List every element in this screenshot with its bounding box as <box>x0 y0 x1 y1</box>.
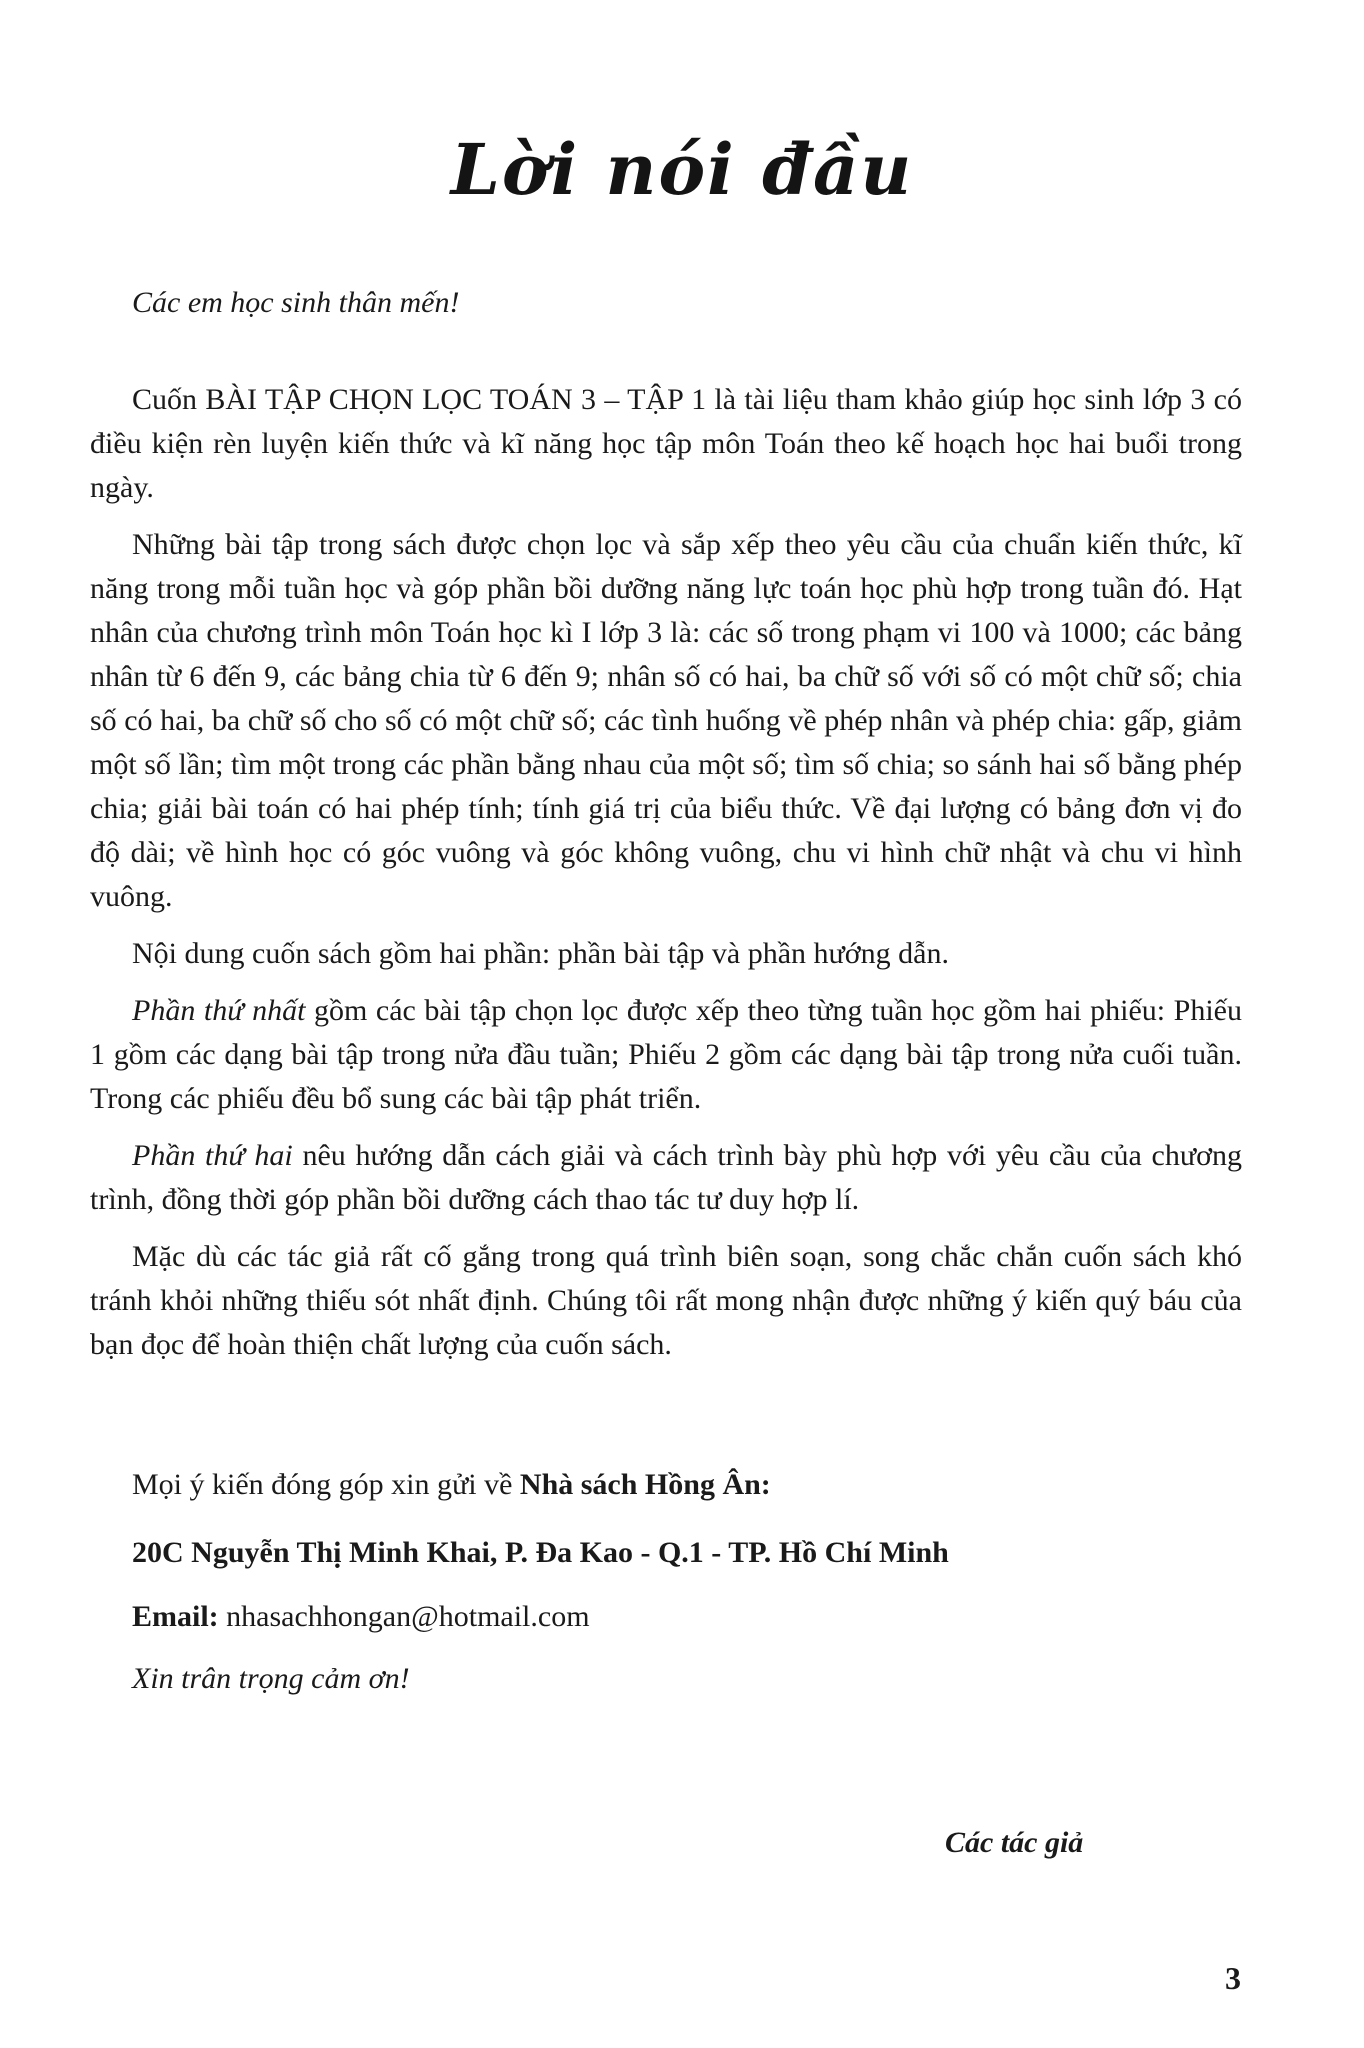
thanks-line: Xin trân trọng cảm ơn! <box>132 1662 410 1695</box>
preface-body <box>90 378 1242 1380</box>
paragraph-structure: Nội dung cuốn sách gồm hai phần: phần bài tập và phần hướng dẫn. <box>132 937 949 970</box>
page-title: Lời nói đầu <box>450 128 914 211</box>
contact-intro-line <box>132 1468 771 1502</box>
contact-intro: Mọi ý kiến đóng góp xin gửi về <box>132 1468 520 1501</box>
signature: Các tác giả <box>945 1826 1084 1859</box>
page-number: 3 <box>1225 1960 1241 1996</box>
paragraph-content-scope: Những bài tập trong sách được chọn lọc và sắp xếp theo yêu cầu của chuẩn kiến thức, kĩ năng trong mỗi tuần học và góp phần bồi dưỡng năng lực toán học phù hợp trong tuần đó. Hạt nhân của chương trình môn Toán học kì I lớp 3 là: các số trong phạm vi 100 và 1000; các bảng nhân từ 6 đến 9, các bảng chia từ 6 đến 9; nhân số có hai, ba chữ số với số có một chữ số; chia số có hai, ba chữ số cho số có một chữ số; các tình huống về phép nhân và phép chia: gấp, giảm một số lần; tìm một trong các phần bằng nhau của một số; tìm số chia; so sánh hai số bằng phép chia; giải bài toán có hai phép tính; tính giá trị của biểu thức. Về đại lượng có bảng đơn vị đo độ dài; về hình học có góc vuông và góc không vuông, chu vi hình chữ nhật và chu vi hình vuông. <box>90 528 1242 913</box>
part-one-text: gồm các bài tập chọn lọc được xếp theo từng tuần học gồm hai phiếu: Phiếu 1 gồm các dạng bài tập trong nửa đầu tuần; Phiếu 2 gồm các dạng bài tập trong nửa cuối tuần. Trong các phiếu đều bổ sung các bài tập phát triển. <box>90 994 1242 1115</box>
part-two-label: Phần thứ hai <box>132 1139 293 1172</box>
part-one-label: Phần thứ nhất <box>132 994 306 1027</box>
publisher-name: Nhà sách Hồng Ân: <box>519 1468 771 1501</box>
greeting: Các em học sinh thân mến! <box>132 286 460 319</box>
paragraph-intro: Cuốn BÀI TẬP CHỌN LỌC TOÁN 3 – TẬP 1 là tài liệu tham khảo giúp học sinh lớp 3 có điều kiện rèn luyện kiến thức và kĩ năng học tập môn Toán theo kế hoạch học hai buổi trong ngày. <box>90 383 1242 504</box>
contact-email-line <box>132 1600 590 1634</box>
publisher-address: 20C Nguyễn Thị Minh Khai, P. Đa Kao - Q.1 - TP. Hồ Chí Minh <box>132 1536 949 1569</box>
paragraph-part-one <box>90 989 1242 1121</box>
part-two-text: nêu hướng dẫn cách giải và cách trình bày phù hợp với yêu cầu của chương trình, đồng thời góp phần bồi dưỡng cách thao tác tư duy hợp lí. <box>90 1139 1242 1216</box>
email-label: Email: <box>132 1600 219 1633</box>
paragraph-part-two <box>90 1134 1242 1222</box>
email-address: nhasachhongan@hotmail.com <box>218 1600 590 1633</box>
paragraph-closing: Mặc dù các tác giả rất cố gắng trong quá trình biên soạn, song chắc chắn cuốn sách khó tránh khỏi những thiếu sót nhất định. Chúng tôi rất mong nhận được những ý kiến quý báu của bạn đọc để hoàn thiện chất lượng của cuốn sách. <box>90 1240 1242 1361</box>
